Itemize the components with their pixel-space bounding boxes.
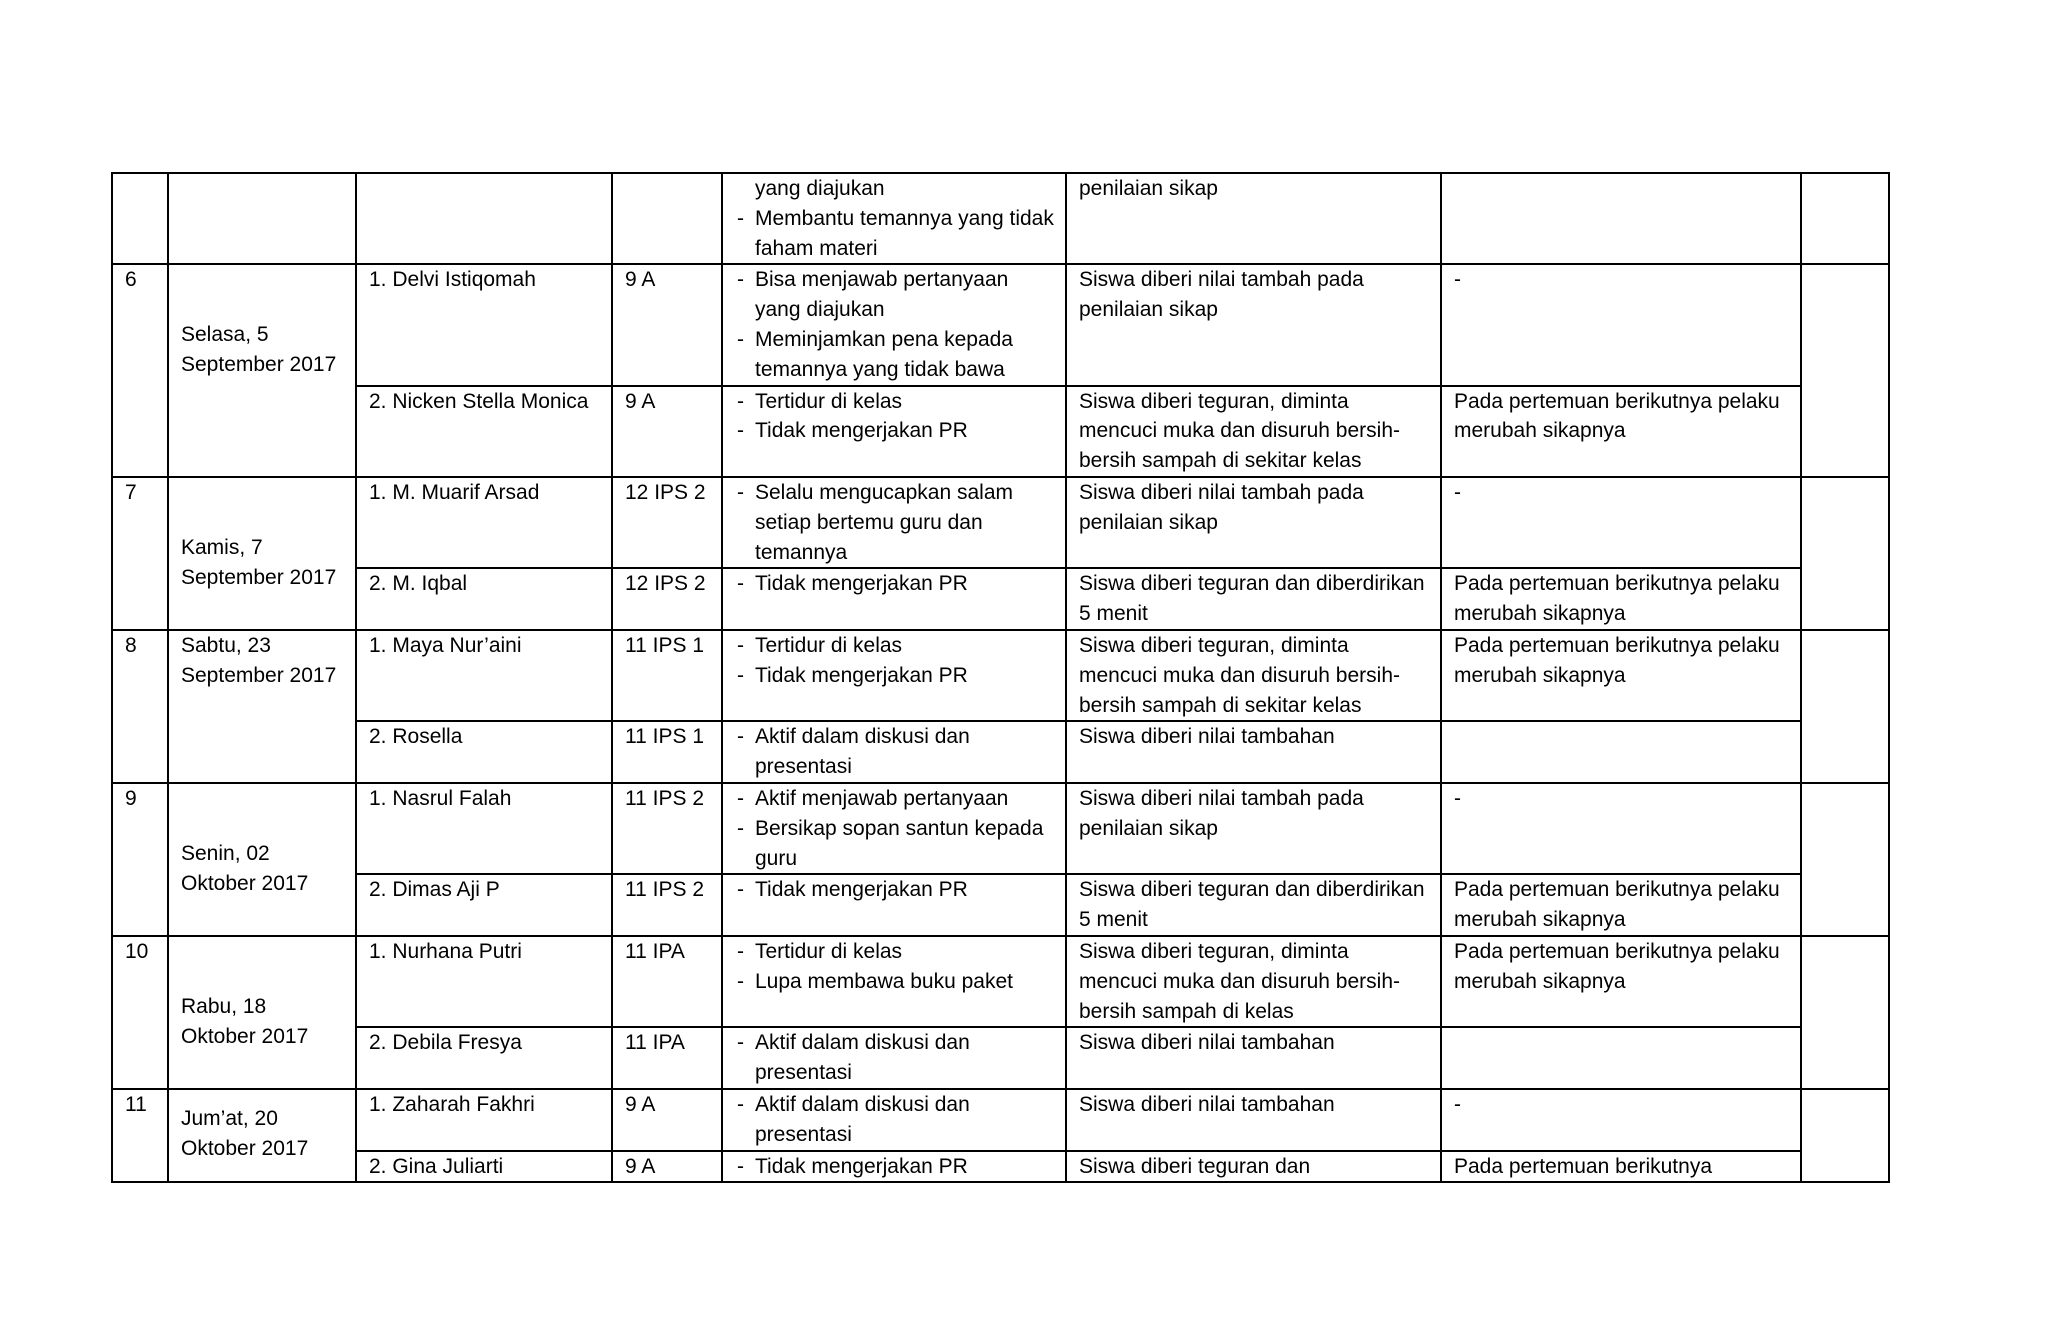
table-row — [112, 874, 1889, 936]
table-row — [112, 386, 1889, 477]
name-cell: 2. Debila Fresya — [356, 1027, 612, 1089]
table-row — [112, 783, 1889, 874]
action-cell: Siswa diberi teguran dan diberdirikan 5 menit — [1066, 568, 1441, 630]
action-cell: Siswa diberi teguran, diminta mencuci muka dan disuruh bersih-bersih sampah di kelas — [1066, 936, 1441, 1027]
class-cell — [612, 173, 722, 264]
follow-up-cell: Pada pertemuan berikutnya pelaku merubah sikapnya — [1441, 630, 1801, 721]
date-cell — [168, 477, 356, 630]
follow-up-cell — [1441, 173, 1801, 264]
note-cell — [1801, 173, 1889, 264]
no-cell: 10 — [112, 936, 168, 1089]
behavior-item: - Lupa membawa buku paket — [735, 967, 1055, 997]
follow-up-cell: - — [1441, 1089, 1801, 1151]
follow-up-cell: Pada pertemuan berikutnya — [1441, 1151, 1801, 1183]
name-cell: 2. M. Iqbal — [356, 568, 612, 630]
class-cell: 11 IPS 2 — [612, 783, 722, 874]
no-cell: 11 — [112, 1089, 168, 1182]
action-cell: penilaian sikap — [1066, 173, 1441, 264]
table-row — [112, 568, 1889, 630]
action-cell: Siswa diberi nilai tambahan — [1066, 1089, 1441, 1151]
date-cell — [168, 630, 356, 783]
follow-up-cell: - — [1441, 477, 1801, 568]
note-cell — [1801, 936, 1889, 1089]
class-cell: 12 IPS 2 — [612, 568, 722, 630]
name-cell: 1. Nasrul Falah — [356, 783, 612, 874]
table-row — [112, 1151, 1889, 1183]
behavior-item: - Meminjamkan pena kepada temannya yang tidak bawa — [735, 325, 1055, 385]
follow-up-cell: Pada pertemuan berikutnya pelaku merubah sikapnya — [1441, 874, 1801, 936]
date-text: Rabu, 18 Oktober 2017 — [181, 994, 309, 1048]
behavior-item: - Tidak mengerjakan PR — [735, 661, 1055, 691]
no-cell — [112, 173, 168, 264]
note-cell — [1801, 477, 1889, 630]
date-text: Jum’at, 20 Oktober 2017 — [181, 1106, 309, 1160]
behavior-cell — [722, 568, 1066, 630]
behavior-item: - Aktif dalam diskusi dan presentasi — [735, 1090, 1055, 1150]
class-cell: 9 A — [612, 264, 722, 385]
behavior-cell — [722, 1151, 1066, 1183]
behavior-cell — [722, 936, 1066, 1027]
behavior-item: - Selalu mengucapkan salam setiap bertemu guru dan temannya — [735, 478, 1055, 567]
date-cell — [168, 936, 356, 1089]
class-cell: 9 A — [612, 1089, 722, 1151]
behavior-item: - Aktif menjawab pertanyaan — [735, 784, 1055, 814]
no-cell: 9 — [112, 783, 168, 936]
class-cell: 11 IPS 1 — [612, 630, 722, 721]
class-cell: 9 A — [612, 1151, 722, 1183]
behavior-item: - Tertidur di kelas — [735, 631, 1055, 661]
follow-up-cell: - — [1441, 264, 1801, 385]
name-cell: 2. Dimas Aji P — [356, 874, 612, 936]
no-cell: 7 — [112, 477, 168, 630]
follow-up-cell — [1441, 1027, 1801, 1089]
behavior-item: - Tidak mengerjakan PR — [735, 1152, 1055, 1182]
class-cell: 12 IPS 2 — [612, 477, 722, 568]
name-cell: 1. Zaharah Fakhri — [356, 1089, 612, 1151]
class-cell: 11 IPA — [612, 936, 722, 1027]
name-cell: 2. Gina Juliarti — [356, 1151, 612, 1183]
date-cell — [168, 1089, 356, 1182]
behavior-item: - Membantu temannya yang tidak faham materi — [735, 204, 1055, 264]
behavior-cell — [722, 386, 1066, 477]
behavior-item: - Tidak mengerjakan PR — [735, 875, 1055, 905]
behavior-item: - Bersikap sopan santun kepada guru — [735, 814, 1055, 874]
behavior-item: - Bisa menjawab pertanyaan yang diajukan — [735, 265, 1055, 325]
no-cell: 8 — [112, 630, 168, 783]
follow-up-cell — [1441, 721, 1801, 783]
name-cell: 2. Rosella — [356, 721, 612, 783]
action-cell: Siswa diberi nilai tambahan — [1066, 1027, 1441, 1089]
action-cell: Siswa diberi nilai tambahan — [1066, 721, 1441, 783]
date-text: Kamis, 7 September 2017 — [181, 535, 337, 589]
table-row — [112, 1027, 1889, 1089]
name-cell: 1. M. Muarif Arsad — [356, 477, 612, 568]
class-cell: 11 IPS 1 — [612, 721, 722, 783]
table-row — [112, 1089, 1889, 1151]
behavior-item: - Tidak mengerjakan PR — [735, 569, 1055, 599]
behavior-cell — [722, 783, 1066, 874]
behavior-cell — [722, 173, 1066, 264]
action-cell: Siswa diberi teguran, diminta mencuci muka dan disuruh bersih-bersih sampah di sekitar kelas — [1066, 630, 1441, 721]
date-text: Sabtu, 23 September 2017 — [181, 633, 337, 687]
name-cell: 1. Nurhana Putri — [356, 936, 612, 1027]
follow-up-cell: Pada pertemuan berikutnya pelaku merubah sikapnya — [1441, 568, 1801, 630]
behavior-cell — [722, 874, 1066, 936]
note-cell — [1801, 264, 1889, 477]
behavior-item: - Aktif dalam diskusi dan presentasi — [735, 1028, 1055, 1088]
behavior-cell — [722, 1089, 1066, 1151]
behavior-cell — [722, 264, 1066, 385]
table-row — [112, 173, 1889, 264]
behavior-cell — [722, 721, 1066, 783]
class-cell: 11 IPA — [612, 1027, 722, 1089]
behavior-text: yang diajukan — [755, 177, 885, 200]
date-text: Selasa, 5 September 2017 — [181, 323, 337, 377]
action-cell: Siswa diberi nilai tambah pada penilaian sikap — [1066, 477, 1441, 568]
name-cell — [356, 173, 612, 264]
behavior-cell — [722, 630, 1066, 721]
table-row — [112, 721, 1889, 783]
no-cell: 6 — [112, 264, 168, 477]
behavior-item: - Aktif dalam diskusi dan presentasi — [735, 722, 1055, 782]
follow-up-cell: Pada pertemuan berikutnya pelaku merubah sikapnya — [1441, 936, 1801, 1027]
follow-up-cell: - — [1441, 783, 1801, 874]
table-row — [112, 630, 1889, 721]
action-cell: Siswa diberi nilai tambah pada penilaian sikap — [1066, 264, 1441, 385]
action-cell: Siswa diberi teguran dan diberdirikan 5 menit — [1066, 874, 1441, 936]
date-cell — [168, 173, 356, 264]
note-cell — [1801, 630, 1889, 783]
behavior-item: - Tertidur di kelas — [735, 937, 1055, 967]
name-cell: 1. Delvi Istiqomah — [356, 264, 612, 385]
behavior-record-table — [111, 172, 1890, 1183]
action-cell: Siswa diberi teguran dan — [1066, 1151, 1441, 1183]
date-cell — [168, 783, 356, 936]
note-cell — [1801, 1089, 1889, 1182]
follow-up-cell: Pada pertemuan berikutnya pelaku merubah sikapnya — [1441, 386, 1801, 477]
name-cell: 1. Maya Nur’aini — [356, 630, 612, 721]
note-cell — [1801, 783, 1889, 936]
behavior-cell — [722, 1027, 1066, 1089]
behavior-item: - Tertidur di kelas — [735, 387, 1055, 417]
name-cell: 2. Nicken Stella Monica — [356, 386, 612, 477]
class-cell: 11 IPS 2 — [612, 874, 722, 936]
table-row — [112, 936, 1889, 1027]
table-row — [112, 477, 1889, 568]
date-cell — [168, 264, 356, 477]
behavior-cell — [722, 477, 1066, 568]
behavior-item: - Tidak mengerjakan PR — [735, 416, 1055, 446]
action-cell: Siswa diberi nilai tambah pada penilaian sikap — [1066, 783, 1441, 874]
action-cell: Siswa diberi teguran, diminta mencuci muka dan disuruh bersih-bersih sampah di sekitar kelas — [1066, 386, 1441, 477]
class-cell: 9 A — [612, 386, 722, 477]
table-row — [112, 264, 1889, 385]
date-text: Senin, 02 Oktober 2017 — [181, 841, 309, 895]
